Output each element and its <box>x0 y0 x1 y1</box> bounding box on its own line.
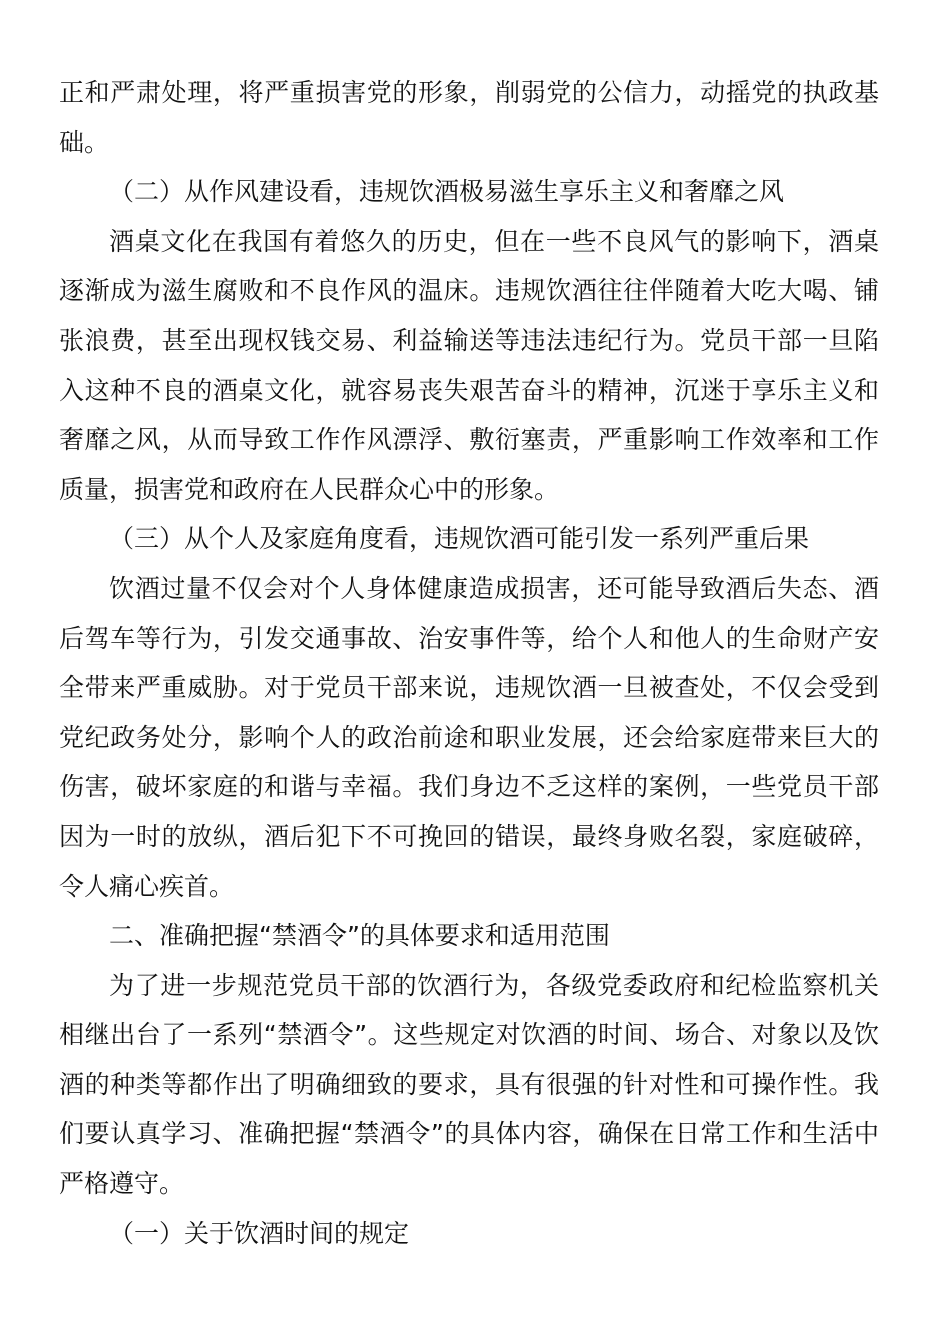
document-body <box>59 68 879 1258</box>
paragraph-drinking-culture: 酒桌文化在我国有着悠久的历史，但在一些不良风气的影响下，酒桌逐渐成为滋生腐败和不良作风的温床。违规饮酒往往伴随着大吃大喝、铺张浪费，甚至出现权钱交易、利益输送等违法违纪行为。党员干部一旦陷入这种不良的酒桌文化，就容易丧失艰苦奋斗的精神，沉迷于享乐主义和奢靡之风，从而导致工作作风漂浮、敷衍塞责，严重影响工作效率和工作质量，损害党和政府在人民群众心中的形象。 <box>59 226 879 504</box>
paragraph-continuation: 正和严肃处理，将严重损害党的形象，削弱党的公信力，动摇党的执政基础。 <box>59 78 879 157</box>
subheading-3: （三）从个人及家庭角度看，违规饮酒可能引发一系列严重后果 <box>109 524 810 554</box>
paragraph-ban-overview: 为了进一步规范党员干部的饮酒行为，各级党委政府和纪检监察机关相继出台了一系列“禁酒令”。这些规定对饮酒的时间、场合、对象以及饮酒的种类等都作出了明确细致的要求，具有很强的针对性和可操作性。我们要认真学习、准确把握“禁酒令”的具体内容，确保在日常工作和生活中严格遵守。 <box>59 970 879 1199</box>
paragraph-personal-consequences: 饮酒过量不仅会对个人身体健康造成损害，还可能导致酒后失态、酒后驾车等行为，引发交通事故、治安事件等，给个人和他人的生命财产安全带来严重威胁。对于党员干部来说，违规饮酒一旦被查处，不仅会受到党纪政务处分，影响个人的政治前途和职业发展，还会给家庭带来巨大的伤害，破坏家庭的和谐与幸福。我们身边不乏这样的案例，一些党员干部因为一时的放纵，酒后犯下不可挽回的错误，最终身败名裂，家庭破碎，令人痛心疾首。 <box>59 573 879 901</box>
subheading-2: （二）从作风建设看，违规饮酒极易滋生享乐主义和奢靡之风 <box>109 177 785 207</box>
section-heading-2: 二、准确把握“禁酒令”的具体要求和适用范围 <box>109 921 610 951</box>
subheading-1: （一）关于饮酒时间的规定 <box>109 1218 410 1248</box>
